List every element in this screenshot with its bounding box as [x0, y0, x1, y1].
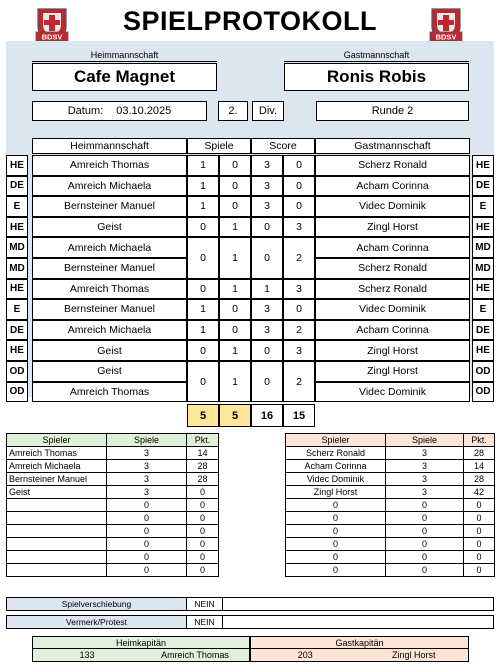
games-away-cell[interactable]: 0 — [219, 155, 251, 176]
away-player-points[interactable]: 0 — [464, 499, 495, 512]
match-type-away: MD — [472, 237, 494, 258]
games-away-cell[interactable]: 0 — [219, 196, 251, 217]
home-player-games[interactable]: 0 — [107, 538, 187, 551]
games-away-cell[interactable]: 1 — [219, 237, 251, 278]
away-player-cell[interactable]: Scherz Ronald — [315, 279, 470, 300]
home-captain-label: Heimkapitän — [33, 637, 249, 649]
home-player-name[interactable] — [7, 564, 107, 577]
postponement-row — [6, 597, 494, 611]
home-player-cell[interactable]: Geist — [32, 340, 187, 361]
match-type-away: E — [472, 196, 494, 217]
home-player-games[interactable]: 3 — [107, 486, 187, 499]
total-games-home: 5 — [187, 404, 219, 427]
match-type-home: HE — [6, 155, 28, 176]
away-player-cell[interactable]: Zingl Horst — [315, 361, 470, 382]
games-away-cell[interactable]: 1 — [219, 340, 251, 361]
away-player-row — [286, 525, 495, 538]
away-player-row — [286, 499, 495, 512]
games-home-cell[interactable]: 1 — [187, 196, 219, 217]
away-player-name[interactable]: 0 — [286, 538, 386, 551]
home-player-name[interactable] — [7, 551, 107, 564]
away-player-row — [286, 512, 495, 525]
away-player-row — [286, 538, 495, 551]
match-type-away: HE — [472, 279, 494, 300]
score-home-cell[interactable]: 0 — [251, 361, 283, 402]
home-player-cell[interactable]: Geist — [32, 217, 187, 238]
away-player-cell[interactable]: Videc Dominik — [315, 196, 470, 217]
score-away-cell[interactable]: 0 — [283, 176, 315, 197]
score-home-cell[interactable]: 1 — [251, 279, 283, 300]
away-player-cell[interactable]: Zingl Horst — [315, 217, 470, 238]
score-away-cell[interactable]: 3 — [283, 279, 315, 300]
away-points-col: Pkt. — [464, 434, 495, 447]
postponement-label: Spielverschiebung — [7, 598, 187, 610]
match-type-home: HE — [6, 217, 28, 238]
home-player-games[interactable]: 0 — [107, 512, 187, 525]
svg-text:BDSV: BDSV — [41, 32, 63, 42]
score-home-cell[interactable]: 0 — [251, 237, 283, 278]
away-player-name[interactable]: Videc Dominik — [286, 473, 386, 486]
home-team-label: Heimmannschaft — [32, 50, 217, 62]
home-player-cell[interactable]: Bernsteiner Manuel — [32, 196, 187, 217]
home-player-name[interactable] — [7, 512, 107, 525]
away-player-points[interactable]: 0 — [464, 525, 495, 538]
protest-row — [6, 615, 494, 629]
match-type-away: HE — [472, 340, 494, 361]
away-player-cell[interactable]: Acham Corinna — [315, 320, 470, 341]
score-away-cell[interactable]: 2 — [283, 237, 315, 278]
away-player-col: Spieler — [286, 434, 386, 447]
home-team-name[interactable]: Cafe Magnet — [32, 63, 217, 91]
games-home-cell[interactable]: 0 — [187, 279, 219, 300]
home-player-cell[interactable]: Amreich Thomas — [32, 382, 187, 403]
grid-header-home: Heimmannschaft — [32, 138, 187, 154]
home-player-row — [7, 551, 219, 564]
home-player-name[interactable]: Geist — [7, 486, 107, 499]
grid-header-away: Gastmannschaft — [315, 138, 470, 154]
home-captain-box — [32, 636, 250, 662]
score-away-cell[interactable]: 0 — [283, 196, 315, 217]
home-player-points[interactable]: 28 — [187, 460, 219, 473]
games-home-cell[interactable]: 0 — [187, 237, 219, 278]
home-player-games[interactable]: 3 — [107, 473, 187, 486]
away-player-name[interactable]: 0 — [286, 499, 386, 512]
score-away-cell[interactable]: 2 — [283, 320, 315, 341]
games-home-cell[interactable]: 1 — [187, 299, 219, 320]
away-player-name[interactable]: Acham Corinna — [286, 460, 386, 473]
away-player-name[interactable]: 0 — [286, 551, 386, 564]
home-points-col: Pkt. — [187, 434, 219, 447]
round-field[interactable]: Runde 2 — [316, 101, 469, 121]
away-player-name[interactable]: 0 — [286, 564, 386, 577]
away-player-row — [286, 447, 495, 460]
score-home-cell[interactable]: 3 — [251, 299, 283, 320]
match-type-away: HE — [472, 217, 494, 238]
match-type-home: HE — [6, 279, 28, 300]
away-player-row — [286, 564, 495, 577]
score-home-cell[interactable]: 3 — [251, 320, 283, 341]
home-player-games[interactable]: 0 — [107, 551, 187, 564]
away-player-cell[interactable]: Scherz Ronald — [315, 155, 470, 176]
match-type-away: MD — [472, 258, 494, 279]
away-player-points[interactable]: 0 — [464, 538, 495, 551]
home-player-cell[interactable]: Amreich Thomas — [32, 279, 187, 300]
match-type-away: OD — [472, 361, 494, 382]
away-player-name[interactable]: 0 — [286, 525, 386, 538]
match-type-home: DE — [6, 176, 28, 197]
home-player-name[interactable] — [7, 499, 107, 512]
date-value: 03.10.2025 — [116, 105, 172, 117]
away-player-points[interactable]: 14 — [464, 460, 495, 473]
svg-text:BDSV: BDSV — [435, 32, 457, 42]
home-player-col: Spieler — [7, 434, 107, 447]
away-player-points[interactable]: 0 — [464, 564, 495, 577]
home-player-cell[interactable]: Amreich Michaela — [32, 320, 187, 341]
home-player-row — [7, 499, 219, 512]
away-player-cell[interactable]: Zingl Horst — [315, 340, 470, 361]
score-away-cell[interactable]: 3 — [283, 217, 315, 238]
away-player-games[interactable]: 0 — [386, 499, 464, 512]
away-player-games[interactable]: 0 — [386, 538, 464, 551]
games-home-cell[interactable]: 0 — [187, 217, 219, 238]
home-player-cell[interactable]: Bernsteiner Manuel — [32, 258, 187, 279]
away-player-points[interactable]: 28 — [464, 447, 495, 460]
score-home-cell[interactable]: 3 — [251, 196, 283, 217]
home-player-games[interactable]: 3 — [107, 460, 187, 473]
postponement-value[interactable]: NEIN — [187, 598, 223, 610]
home-player-cell[interactable]: Amreich Michaela — [32, 237, 187, 258]
games-away-cell[interactable]: 0 — [219, 320, 251, 341]
away-player-row — [286, 460, 495, 473]
away-player-table — [285, 433, 495, 577]
score-away-cell[interactable]: 3 — [283, 340, 315, 361]
match-type-home: OD — [6, 361, 28, 382]
games-away-cell[interactable]: 1 — [219, 217, 251, 238]
games-home-cell[interactable]: 1 — [187, 155, 219, 176]
home-player-points[interactable]: 0 — [187, 564, 219, 577]
home-player-row — [7, 460, 219, 473]
grid-header-score: Score — [251, 138, 315, 154]
away-player-games[interactable]: 3 — [386, 486, 464, 499]
date-label: Datum: — [67, 105, 104, 117]
protest-value[interactable]: NEIN — [187, 616, 223, 628]
games-away-cell[interactable]: 1 — [219, 279, 251, 300]
bdsv-logo-right — [426, 3, 466, 43]
away-player-row — [286, 486, 495, 499]
home-player-games[interactable]: 0 — [107, 499, 187, 512]
games-home-cell[interactable]: 1 — [187, 176, 219, 197]
home-player-name[interactable]: Amreich Michaela — [7, 460, 107, 473]
total-score-home: 16 — [251, 404, 283, 427]
match-type-home: MD — [6, 237, 28, 258]
away-player-points[interactable]: 28 — [464, 473, 495, 486]
away-player-games[interactable]: 3 — [386, 460, 464, 473]
score-away-cell[interactable]: 0 — [283, 155, 315, 176]
away-player-cell[interactable]: Videc Dominik — [315, 299, 470, 320]
score-away-cell[interactable]: 2 — [283, 361, 315, 402]
score-home-cell[interactable]: 0 — [251, 340, 283, 361]
away-team-name[interactable]: Ronis Robis — [284, 63, 469, 91]
score-home-cell[interactable]: 3 — [251, 155, 283, 176]
games-away-cell[interactable]: 1 — [219, 361, 251, 402]
home-player-cell[interactable]: Geist — [32, 361, 187, 382]
games-away-cell[interactable]: 0 — [219, 299, 251, 320]
page-title: SPIELPROTOKOLL — [122, 6, 378, 36]
home-player-cell[interactable]: Amreich Thomas — [32, 155, 187, 176]
match-type-away: OD — [472, 382, 494, 403]
games-home-cell[interactable]: 0 — [187, 361, 219, 402]
score-away-cell[interactable]: 0 — [283, 299, 315, 320]
home-player-row — [7, 538, 219, 551]
away-player-name[interactable]: 0 — [286, 512, 386, 525]
home-player-games[interactable]: 3 — [107, 447, 187, 460]
match-type-away: DE — [472, 320, 494, 341]
match-type-home: MD — [6, 258, 28, 279]
home-captain-number: 133 — [79, 650, 95, 660]
away-games-col: Spiele — [386, 434, 464, 447]
home-player-row — [7, 564, 219, 577]
away-player-name[interactable]: Zingl Horst — [286, 486, 386, 499]
home-player-cell[interactable]: Bernsteiner Manuel — [32, 299, 187, 320]
away-player-points[interactable]: 42 — [464, 486, 495, 499]
away-player-cell[interactable]: Acham Corinna — [315, 237, 470, 258]
away-captain-box — [250, 636, 469, 662]
home-player-points[interactable]: 0 — [187, 538, 219, 551]
away-player-games[interactable]: 3 — [386, 447, 464, 460]
home-player-cell[interactable]: Amreich Michaela — [32, 176, 187, 197]
home-player-points[interactable]: 28 — [187, 473, 219, 486]
home-player-name[interactable]: Amreich Thomas — [7, 447, 107, 460]
away-player-games[interactable]: 0 — [386, 525, 464, 538]
division-number[interactable]: 2. — [218, 101, 248, 121]
away-captain-name: Zingl Horst — [391, 650, 436, 660]
away-player-row — [286, 551, 495, 564]
home-player-row — [7, 525, 219, 538]
away-player-points[interactable]: 0 — [464, 551, 495, 564]
score-home-cell[interactable]: 3 — [251, 176, 283, 197]
home-player-name[interactable]: Bernsteiner Manuel — [7, 473, 107, 486]
home-player-points[interactable]: 0 — [187, 551, 219, 564]
home-player-row — [7, 486, 219, 499]
away-player-points[interactable]: 0 — [464, 512, 495, 525]
division-label: Div. — [252, 101, 284, 121]
home-player-row — [7, 447, 219, 460]
home-player-points[interactable]: 0 — [187, 525, 219, 538]
away-player-games[interactable]: 0 — [386, 564, 464, 577]
match-type-home: DE — [6, 320, 28, 341]
games-home-cell[interactable]: 1 — [187, 320, 219, 341]
away-player-name[interactable]: Scherz Ronald — [286, 447, 386, 460]
home-player-name[interactable] — [7, 525, 107, 538]
home-player-row — [7, 473, 219, 486]
home-player-points[interactable]: 0 — [187, 512, 219, 525]
away-player-cell[interactable]: Videc Dominik — [315, 382, 470, 403]
match-type-home: OD — [6, 382, 28, 403]
away-player-cell[interactable]: Acham Corinna — [315, 176, 470, 197]
protest-label: Vermerk/Protest — [7, 616, 187, 628]
home-player-name[interactable] — [7, 538, 107, 551]
home-captain-name: Amreich Thomas — [161, 650, 229, 660]
match-type-home: E — [6, 299, 28, 320]
home-player-points[interactable]: 0 — [187, 499, 219, 512]
match-type-away: DE — [472, 176, 494, 197]
home-player-table — [6, 433, 219, 577]
match-type-away: E — [472, 299, 494, 320]
games-away-cell[interactable]: 0 — [219, 176, 251, 197]
away-player-cell[interactable]: Scherz Ronald — [315, 258, 470, 279]
home-player-games[interactable]: 0 — [107, 525, 187, 538]
match-type-away: HE — [472, 155, 494, 176]
total-games-away: 5 — [219, 404, 251, 427]
score-home-cell[interactable]: 0 — [251, 217, 283, 238]
away-player-row — [286, 473, 495, 486]
total-score-away: 15 — [283, 404, 315, 427]
home-player-games[interactable]: 0 — [107, 564, 187, 577]
home-player-points[interactable]: 14 — [187, 447, 219, 460]
games-home-cell[interactable]: 0 — [187, 340, 219, 361]
bdsv-logo-left — [32, 3, 72, 43]
grid-header-games: Spiele — [187, 138, 251, 154]
date-field[interactable] — [32, 101, 207, 121]
away-player-games[interactable]: 3 — [386, 473, 464, 486]
away-captain-number: 203 — [297, 650, 313, 660]
away-player-games[interactable]: 0 — [386, 551, 464, 564]
home-games-col: Spiele — [107, 434, 187, 447]
away-team-label: Gastmannschaft — [284, 50, 469, 62]
match-type-home: E — [6, 196, 28, 217]
away-captain-label: Gastkapitän — [251, 637, 468, 649]
home-player-points[interactable]: 0 — [187, 486, 219, 499]
home-player-row — [7, 512, 219, 525]
away-player-games[interactable]: 0 — [386, 512, 464, 525]
match-type-home: HE — [6, 340, 28, 361]
